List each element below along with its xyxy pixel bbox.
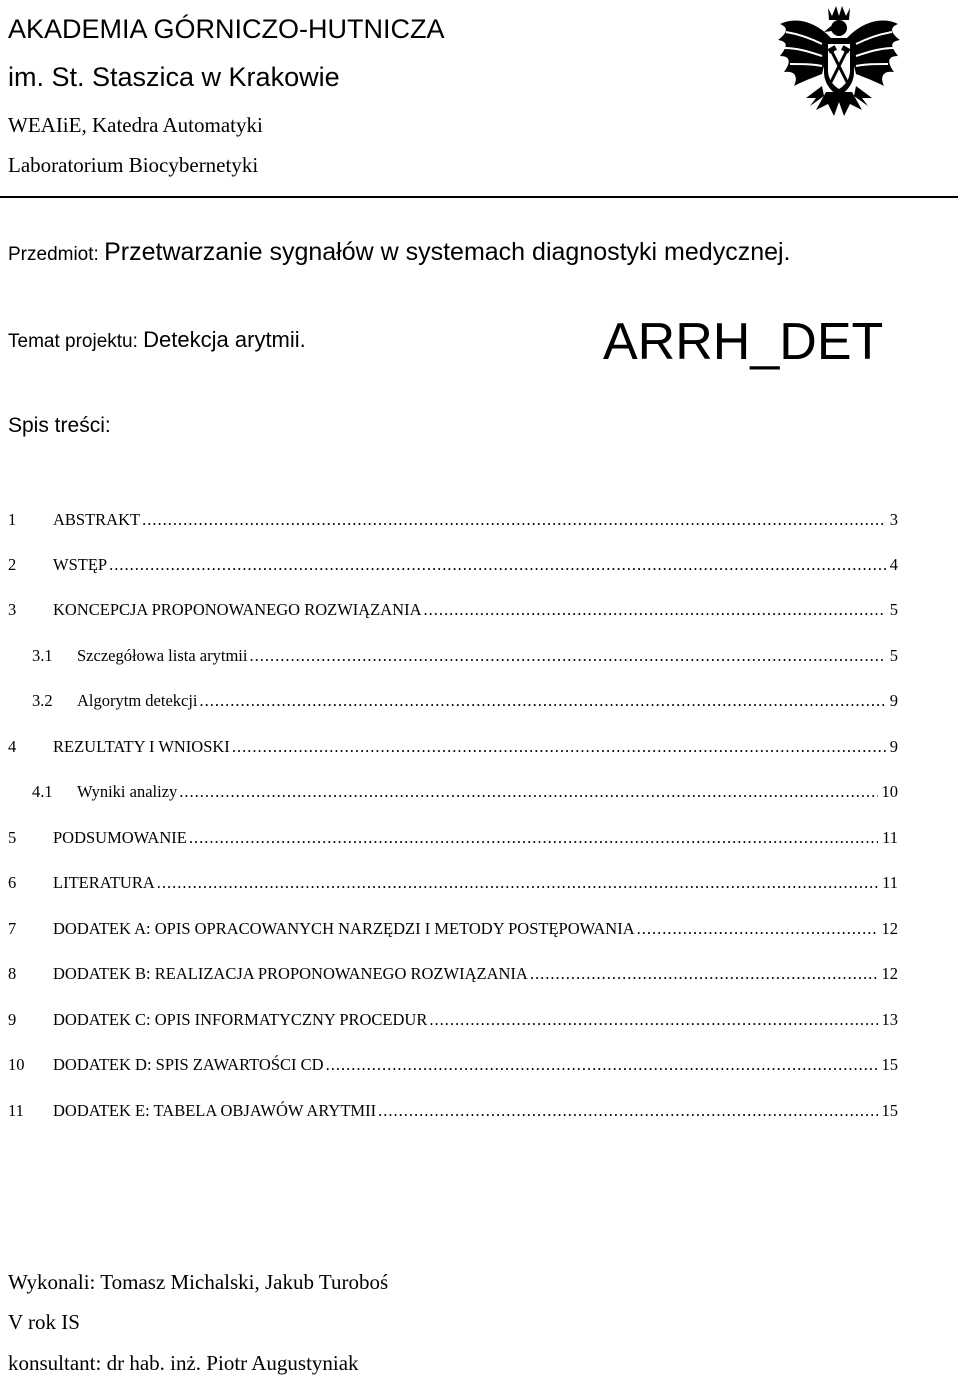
toc-entry-page: 15 (881, 1055, 898, 1074)
toc-entry[interactable] (8, 555, 898, 575)
toc-entry-number: 10 (8, 1055, 25, 1074)
toc-entry-number: 7 (8, 919, 17, 938)
toc-leader (429, 1010, 877, 1030)
toc-entry-page: 4 (889, 555, 898, 574)
toc-entry-number: 3 (8, 600, 17, 619)
toc-heading: Spis treści: (8, 414, 111, 437)
toc-entry-number: 9 (8, 1010, 17, 1029)
toc-entry-page: 12 (881, 919, 898, 938)
toc-entry[interactable] (32, 782, 898, 802)
laboratory-name: Laboratorium Biocybernetyki (8, 153, 259, 177)
toc-entry-title: Wyniki analizy (77, 782, 178, 801)
toc-entry-title: PODSUMOWANIE (53, 828, 187, 847)
toc-entry-page: 11 (882, 828, 898, 847)
toc-entry[interactable] (8, 964, 898, 984)
subject-row (8, 238, 791, 267)
toc-entry-number: 8 (8, 964, 17, 983)
toc-entry-title: DODATEK A: OPIS OPRACOWANYCH NARZĘDZI I METODY POSTĘPOWANIA (53, 919, 635, 938)
consultant-line: konsultant: dr hab. inż. Piotr Augustyniak (8, 1351, 359, 1375)
toc-leader (637, 919, 878, 939)
toc-leader (232, 737, 886, 757)
toc-entry-page: 10 (881, 782, 898, 801)
toc-entry-page: 12 (881, 964, 898, 983)
toc-entry-title: LITERATURA (53, 873, 155, 892)
toc-entry[interactable] (8, 1055, 898, 1075)
toc-entry-title: KONCEPCJA PROPONOWANEGO ROZWIĄZANIA (53, 600, 422, 619)
subject-label: Przedmiot: (8, 244, 105, 265)
authors-line: Wykonali: Tomasz Michalski, Jakub Turoboś (8, 1270, 389, 1294)
toc-entry-title: Algorytm detekcji (77, 691, 198, 710)
subject-value: Przetwarzanie sygnałów w systemach diagnostyki medycznej. (104, 238, 791, 266)
toc-entry-number: 3.1 (32, 646, 53, 665)
toc-entry-title: WSTĘP (53, 555, 108, 574)
toc-entry[interactable] (8, 600, 898, 620)
toc-leader (530, 964, 878, 984)
toc-leader (200, 691, 886, 711)
department-name: WEAIiE, Katedra Automatyki (8, 113, 263, 137)
toc-entry[interactable] (8, 873, 898, 893)
topic-row (8, 327, 306, 353)
toc-entry[interactable] (32, 646, 898, 666)
toc-entry-title: REZULTATY I WNIOSKI (53, 737, 230, 756)
toc-entry-number: 2 (8, 555, 17, 574)
topic-label: Temat projektu: (8, 331, 144, 352)
toc-entry-page: 11 (882, 873, 898, 892)
eagle-emblem-icon (776, 2, 902, 120)
toc-entry-page: 3 (889, 510, 898, 529)
toc-entry-title: DODATEK E: TABELA OBJAWÓW ARYTMII (53, 1101, 377, 1120)
toc-entry-page: 5 (889, 646, 898, 665)
university-name: AKADEMIA GÓRNICZO-HUTNICZA (8, 14, 445, 44)
toc-entry[interactable] (8, 1010, 898, 1030)
toc-entry-page: 5 (889, 600, 898, 619)
toc-entry-number: 1 (8, 510, 17, 529)
toc-entry-number: 6 (8, 873, 17, 892)
toc-leader (249, 646, 885, 666)
toc-entry-number: 5 (8, 828, 17, 847)
toc-entry-page: 9 (889, 691, 898, 710)
toc-entry-page: 15 (881, 1101, 898, 1120)
toc-leader (424, 600, 886, 620)
toc-entry-title: DODATEK C: OPIS INFORMATYCZNY PROCEDUR (53, 1010, 428, 1029)
header-divider (0, 196, 958, 198)
toc-entry-page: 13 (881, 1010, 898, 1029)
university-patron: im. St. Staszica w Krakowie (8, 62, 340, 92)
year-line: V rok IS (8, 1310, 80, 1334)
toc-entry-title: ABSTRAKT (53, 510, 141, 529)
toc-entry-title: DODATEK B: REALIZACJA PROPONOWANEGO ROZWIĄZANIA (53, 964, 528, 983)
toc-entry-number: 11 (8, 1101, 24, 1120)
toc-leader (326, 1055, 878, 1075)
toc-entry-number: 4.1 (32, 782, 53, 801)
toc-entry[interactable] (32, 691, 898, 711)
toc-leader (109, 555, 886, 575)
project-code: ARRH_DET (603, 313, 884, 371)
toc-entry-page: 9 (889, 737, 898, 756)
toc-entry-number: 4 (8, 737, 17, 756)
toc-leader (378, 1101, 877, 1121)
toc-entry[interactable] (8, 1101, 898, 1121)
toc-entry-title: Szczegółowa lista arytmii (77, 646, 248, 665)
toc-entry[interactable] (8, 737, 898, 757)
toc-entry[interactable] (8, 510, 898, 530)
toc-leader (179, 782, 877, 802)
toc-leader (157, 873, 878, 893)
toc-entry-number: 3.2 (32, 691, 53, 710)
toc-leader (142, 510, 886, 530)
toc-entry[interactable] (8, 828, 898, 848)
toc-entry-title: DODATEK D: SPIS ZAWARTOŚCI CD (53, 1055, 324, 1074)
topic-value: Detekcja arytmii. (143, 327, 306, 352)
toc-leader (189, 828, 878, 848)
toc-entry[interactable] (8, 919, 898, 939)
